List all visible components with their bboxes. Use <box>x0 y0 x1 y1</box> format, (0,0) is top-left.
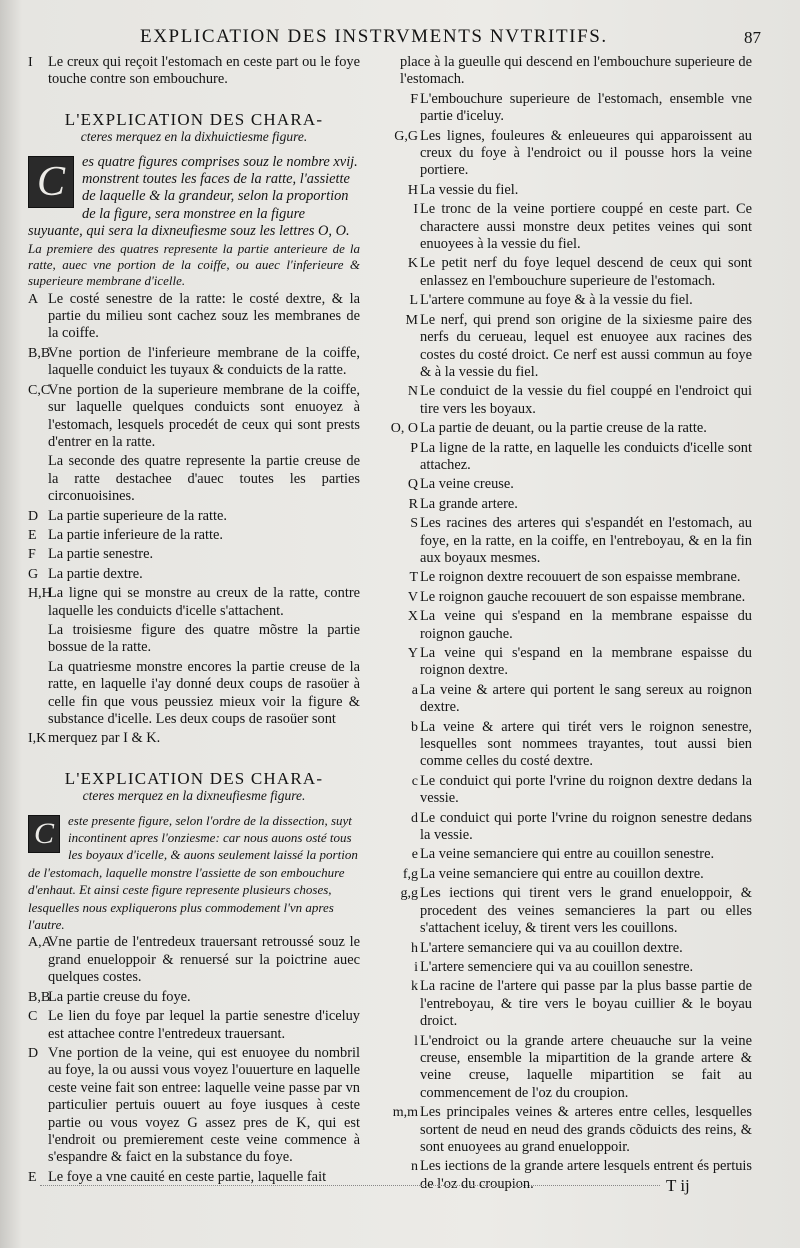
entry-text: Le petit nerf du foye lequel descend de ceux qui sont enlassez en l'embouchure superieure de l'estomach. <box>420 255 752 289</box>
entry-label: G <box>28 566 39 582</box>
entry-label: B,B <box>28 989 51 1005</box>
legend-entry <box>28 54 360 89</box>
legend-entry <box>380 978 752 1030</box>
entry-text: L'artere commune au foye & à la vessie du fiel. <box>420 292 693 309</box>
entry-label: P <box>410 440 418 456</box>
legend-entry <box>380 846 752 863</box>
entry-text: Vne portion de la veine, qui est enuoyee du nombril au foye, la ou aussi vous voyez l'ouuerture en laquelle ceste veine fait son entree: laquelle veine passe par vn particulier pertuis ouuert au foye iusques à ceste partie ou vous voyez G assez pres de K, qui est l'endroit ou premierement ceste veine commence à s'espandre & faict en la substance du foye. <box>48 1044 360 1166</box>
entry-label: a <box>411 682 418 698</box>
entry-text: L'artere semanciere qui va au couillon dextre. <box>420 939 683 956</box>
legend-entry <box>28 382 360 452</box>
entry-label: G,G <box>394 128 418 144</box>
legend-entry <box>380 128 752 180</box>
entry-text: Le nerf, qui prend son origine de la sixiesme paire des nerfs du cerueau, lequel est enuoyee aux racines des costes du costé droict. Ce nerf est aussi commun au foye & à la vessie du fiel. <box>420 311 752 380</box>
entry-label: F <box>410 91 418 107</box>
page-header <box>0 26 800 50</box>
entry-label: I <box>28 55 33 70</box>
entry-label: L <box>409 293 418 309</box>
entry-label: Q <box>407 477 418 493</box>
entry-text: Vne partie de l'entredeux trauersant retroussé souz le grand enueloppoir & renuersé sur la poictrine auec quelques costes. <box>48 934 360 986</box>
entry-label: S <box>410 516 418 532</box>
legend-entry <box>380 91 752 126</box>
entry-text: La partie superieure de la ratte. <box>48 507 227 524</box>
legend-entry <box>380 420 752 437</box>
section-heading: L'EXPLICATION DES CHARA- <box>64 768 324 788</box>
entry-label: O, O <box>390 421 418 437</box>
entry-label: l <box>414 1033 418 1049</box>
legend-entry <box>380 885 752 937</box>
entry-text: La veine qui s'espand en la membrane espaisse du roignon gauche. <box>420 608 752 642</box>
page-number: 87 <box>744 28 761 47</box>
entry-text: La ligne de la ratte, en laquelle les conduicts d'icelle sont attachez. <box>420 439 752 473</box>
legend-entry <box>28 546 360 563</box>
decorated-initial: C <box>28 815 60 853</box>
legend-entry <box>28 1169 360 1186</box>
entry-label: C,C <box>28 382 51 398</box>
entry-text: La racine de l'artere qui passe par la plus basse partie de l'entreboyau, & tire vers le boyau cuillier & le boyau droict. <box>420 978 752 1030</box>
legend-list <box>380 54 752 1193</box>
entry-label: I <box>413 202 418 218</box>
entry-label: D <box>28 508 39 524</box>
entry-text: La veine & artere qui portent le sang sereux au roignon dextre. <box>420 681 752 716</box>
signature-mark: T ij <box>666 1176 690 1195</box>
entry-text: La veine & artere qui tirét vers le roignon senestre, lesquelles sont nommees trayantes, tout aussi bien comme celles du costé dextre. <box>420 718 752 770</box>
entry-label: B,B <box>28 345 51 361</box>
entry-label: N <box>407 384 418 400</box>
entry-label: H <box>407 182 418 198</box>
legend-entry <box>380 383 752 418</box>
legend-entry <box>380 682 752 717</box>
legend-entry <box>380 182 752 199</box>
legend-entry <box>28 566 360 583</box>
decorated-initial: C <box>28 156 74 208</box>
entry-label: R <box>408 496 418 512</box>
legend-entry <box>380 773 752 808</box>
legend-entry <box>28 508 360 525</box>
entry-label: D <box>28 1045 39 1061</box>
legend-entry <box>380 54 752 89</box>
intro-text: este presente figure, selon l'ordre de la dissection, suyt incontinent apres l'onziesme: car nous auons osté tous les boyaux d'icelle, & auons seulement laissé la portion de l'estomach, laquelle monstre l'assiette de son embouchure d'enhaut. Et ainsi ceste figure represente plusieurs choses, lesquelles nous expliquerons plus commodement l'vn apres l'autre. <box>28 812 358 933</box>
legend-entry <box>380 719 752 771</box>
legend-entry <box>28 1045 360 1167</box>
legend-entry <box>380 569 752 586</box>
legend-entry <box>28 659 360 729</box>
entry-label: e <box>411 847 418 863</box>
legend-entry <box>380 440 752 475</box>
section-subheading: cteres merquez en la dixhuictiesme figure. <box>80 129 308 145</box>
legend-entry <box>380 476 752 493</box>
legend-entry <box>380 255 752 290</box>
legend-entry <box>380 1033 752 1103</box>
section-heading: L'EXPLICATION DES CHARA- <box>64 109 324 129</box>
legend-entry <box>380 496 752 513</box>
legend-entry <box>28 345 360 380</box>
entry-text: Le costé senestre de la ratte: le costé dextre, & la partie du milieu sont cachez souz les membranes de la coiffe. <box>48 290 360 342</box>
entry-label: Y <box>407 646 418 661</box>
legend-entry <box>380 312 752 382</box>
entry-text: La veine semanciere qui entre au couillon senestre. <box>420 846 715 863</box>
entry-text: Le conduict de la vessie du fiel couppé en l'endroict qui tire vers les boyaux. <box>420 383 752 417</box>
legend-entry <box>380 1158 752 1193</box>
entry-label: T <box>409 570 418 586</box>
entry-text: L'artere semenciere qui va au couillon senestre. <box>420 958 694 975</box>
entry-text: L'embouchure superieure de l'estomach, ensemble vne partie d'iceluy. <box>420 90 752 125</box>
legend-entry <box>380 940 752 957</box>
entry-text: Les lignes, fouleures & enleueures qui apparoissent au creux du foye à l'endroict ou il pousse hors la veine portiere. <box>420 127 752 179</box>
entry-text: La ligne qui se monstre au creux de la ratte, contre laquelle les conduicts d'icelle s'attachent. <box>48 585 360 619</box>
entry-text: Les iections qui tirent vers le grand enueloppoir, & procedent des veines semancieres la part ou elles s'attachent iceluy, & tirent vers les couillons. <box>420 885 752 937</box>
entry-label: h <box>411 940 418 956</box>
entry-label: F <box>28 547 36 563</box>
entry-text: La veine qui s'espand en la membrane espaisse du roignon dextre. <box>420 645 752 679</box>
entry-label: m,m <box>392 1105 418 1121</box>
entry-label: K <box>407 256 418 272</box>
entry-text: La partie senestre. <box>48 546 154 563</box>
footer-rule <box>40 1185 660 1186</box>
entry-text: La partie creuse du foye. <box>48 988 191 1005</box>
entry-label: C <box>28 1009 38 1025</box>
entry-label: g,g <box>400 886 418 902</box>
entry-label: b <box>411 719 418 735</box>
intro-paragraph <box>28 154 360 241</box>
entry-label: M <box>405 312 418 328</box>
legend-entry <box>28 527 360 544</box>
legend-entry <box>380 959 752 976</box>
entry-label: E <box>28 527 37 543</box>
entry-label: d <box>411 810 418 826</box>
legend-entry <box>28 585 360 620</box>
entry-label: c <box>411 773 418 789</box>
legend-list <box>28 934 360 1186</box>
entry-text: La partie inferieure de la ratte. <box>48 526 223 543</box>
entry-text: Le conduict qui porte l'vrine du roignon dextre dedans la vessie. <box>420 772 752 807</box>
legend-entry <box>380 589 752 606</box>
entry-text: La seconde des quatre represente la partie creuse de la ratte destachee d'auec toutes les parties circonuoisines. <box>48 453 360 505</box>
entry-label: A <box>28 291 39 307</box>
entry-text: Le tronc de la veine portiere couppé en ceste part. Ce charactere aussi monstre deux petites veines qui sont enuoyees à la vessie du fiel. <box>420 201 752 253</box>
entry-text: Le foye a vne cauité en ceste partie, laquelle fait <box>48 1168 327 1185</box>
entry-text: Le roignon gauche recouuert de son espaisse membrane. <box>420 588 746 605</box>
right-column <box>380 54 752 1195</box>
legend-entry <box>28 730 360 747</box>
legend-entry <box>28 1008 360 1043</box>
entry-text: Vne portion de l'inferieure membrane de la coiffe, laquelle conduict les tuyaux & conduicts de la ratte. <box>48 344 360 379</box>
entry-text: La partie dextre. <box>48 565 143 582</box>
entry-text: Le conduict qui porte l'vrine du roignon senestre dedans la vessie. <box>420 809 752 844</box>
running-title: EXPLICATION DES INSTRVMENTS NVTRITIFS. <box>140 26 608 47</box>
legend-entry <box>380 515 752 567</box>
entry-text: L'endroict ou la grande artere cheuauche sur la veine creuse, ensemble la mipartition de la grande artere & veine creuse, laquelle mipartition se fait au commencement de l'oz du croupion. <box>420 1032 752 1101</box>
entry-text: merquez par I & K. <box>48 730 161 747</box>
entry-text: La quatriesme monstre encores la partie creuse de la ratte, en laquelle i'ay donné deux coups de rasoüer à celle fin que vous peussiez mieux voir la figure & substance d'icelle. Les deux coups de rasoüer sont <box>48 658 360 727</box>
legend-list <box>28 291 360 748</box>
entry-label: A,A <box>28 935 52 951</box>
intro-text: es quatre figures comprises souz le nombre xvij. monstrent toutes les faces de la ratte, l'assiette de laquelle & la grandeur, selon la proportion de la figure, sera monstree en la figure suyuante, qui sera la dixneufiesme souz les lettres O, O. <box>28 153 358 240</box>
entry-text: La veine semanciere qui entre au couillon dextre. <box>420 865 704 882</box>
intro-paragraph <box>28 813 360 935</box>
entry-text: La veine creuse. <box>420 476 514 493</box>
entry-text: Le creux qui reçoit l'estomach en ceste part ou le foye touche contre son embouchure. <box>48 54 360 88</box>
entry-label: X <box>407 609 418 625</box>
entry-label: n <box>411 1159 418 1175</box>
entry-text: Les racines des arteres qui s'espandét en l'estomach, au foye, en la ratte, en la coiffe, en l'entreboyau, & en la fin aux boyaux mesmes. <box>420 515 752 566</box>
legend-entry <box>28 291 360 343</box>
legend-entry <box>380 1104 752 1156</box>
entry-label: H,H <box>28 586 52 602</box>
entry-label: E <box>28 1169 37 1185</box>
entry-label: I,K <box>28 731 47 747</box>
legend-entry <box>380 608 752 643</box>
legend-entry <box>380 866 752 883</box>
entry-label: V <box>407 589 418 605</box>
section-subheading: cteres merquez en la dixneufiesme figure. <box>82 788 306 804</box>
legend-entry <box>28 989 360 1006</box>
entry-label: k <box>411 979 418 995</box>
entry-text: La troisiesme figure des quatre mõstre la partie bossue de la ratte. <box>48 621 360 656</box>
legend-entry <box>380 201 752 253</box>
left-column <box>28 54 360 1188</box>
figure-note: La premiere des quatres represente la partie anterieure de la ratte, auec vne portion de la coiffe, ou auec l'inferieure & superieure membrane d'icelle. <box>28 240 360 288</box>
entry-text: Le lien du foye par lequel la partie senestre d'iceluy est attachee contre l'entredeux trauersant. <box>48 1008 360 1042</box>
entry-text: Les principales veines & arteres entre celles, lesquelles sortent de neud en neud des grands cõduicts des reins, & sont enuoyees au grand enueloppoir. <box>420 1104 752 1155</box>
legend-entry <box>380 645 752 680</box>
entry-text: Le roignon dextre recouuert de son espaisse membrane. <box>420 569 741 586</box>
legend-entry <box>380 810 752 845</box>
entry-text: Les iections de la grande artere lesquels entrent és pertuis de l'oz du croupion. <box>420 1158 752 1192</box>
legend-entry <box>28 453 360 505</box>
entry-label: f,g <box>402 866 418 882</box>
legend-entry <box>28 934 360 986</box>
entry-text: La vessie du fiel. <box>420 181 519 198</box>
entry-label: i <box>414 959 418 975</box>
legend-entry <box>380 292 752 309</box>
legend-entry <box>28 622 360 657</box>
entry-text: La partie de deuant, ou la partie creuse de la ratte. <box>420 420 707 437</box>
entry-text: Vne portion de la superieure membrane de la coiffe, sur laquelle quelques conduicts sont enuoyez à l'estomach, lesquels procedét de ceux qui sont prests d'entrer en la ratte. <box>48 381 360 450</box>
entry-text: La grande artere. <box>420 495 518 512</box>
entry-text: place à la gueulle qui descend en l'embouchure superieure de l'estomach. <box>400 54 752 88</box>
